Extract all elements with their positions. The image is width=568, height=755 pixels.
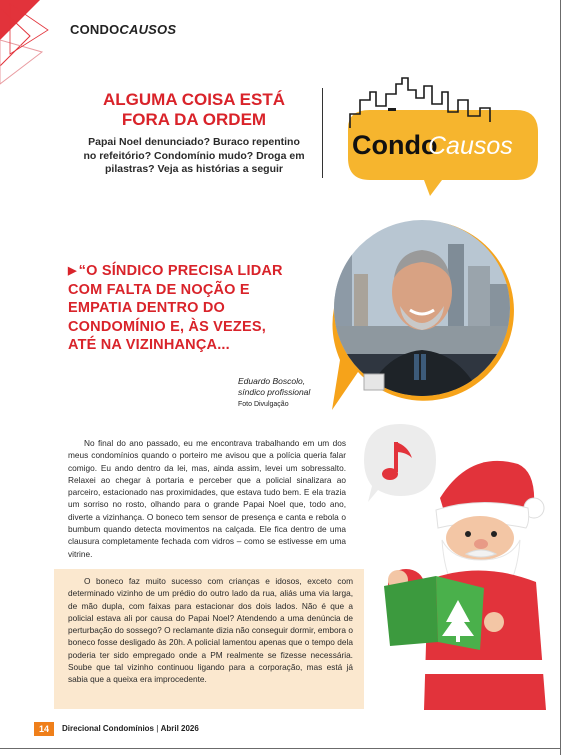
caption-role: síndico profissional — [238, 387, 311, 397]
footer-publication: Direcional Condomínios — [62, 724, 155, 733]
portrait-photo — [318, 214, 518, 414]
pull-quote-text: “O SÍNDICO PRECISA LIDAR COM FALTA DE NOÇÃO E EMPATIA DENTRO DO CONDOMÍNIO E, ÀS VEZES, ATÉ NA VIZINHANÇA... — [68, 263, 283, 354]
footer-separator: | — [156, 724, 159, 733]
divider — [322, 88, 323, 178]
caption-name: Eduardo Boscolo, — [238, 376, 306, 386]
body-paragraph-2: O boneco faz muito sucesso com crianças e idosos, exceto com determinado vizinho de um prédio do outro lado da rua, aliás uma via larga, de mão dupla, com faixas para estacionar dos dois lados. Não é que a policial estava ali por causa do Papai Noel? Atendendo a uma denúncia de perturbação do sossego? O reclamante dizia não conseguir dormir, embora o boneco fosse desligado às 20h. A policial lamentou apenas que o tempo dela poderia ter sido empregado onde a PM realmente se fizesse necessária. Soube que tal vizinho continuou ligando para a corporação, mas está já sabia que a queixa era improcedente. — [68, 576, 353, 685]
photo-caption — [238, 376, 348, 398]
logo-text-condo: Condo — [352, 130, 438, 160]
headline: ALGUMA COISA ESTÁ FORA DA ORDEM — [103, 90, 285, 129]
frame-right — [560, 0, 561, 755]
section-tag-suffix: CAUSOS — [119, 22, 177, 37]
quote-arrow-icon: ▶ — [68, 265, 77, 277]
santa-illustration — [350, 410, 555, 715]
footer-date: Abril 2026 — [160, 724, 199, 733]
photo-credit: Foto Divulgação — [238, 401, 289, 408]
pull-quote — [68, 262, 298, 355]
footer-text — [62, 724, 199, 733]
subhead: Papai Noel denunciado? Buraco repentino no refeitório? Condomínio mudo? Droga em pilastras? Veja as histórias a seguir — [83, 136, 305, 175]
page-number: 14 — [34, 722, 54, 736]
music-note-icon — [364, 424, 436, 502]
body-paragraph-1: No final do ano passado, eu me encontrava trabalhando em um dos meus condomínios quando o porteiro me avisou que a polícia queria falar comigo. Eu ando dentro da lei, mas, ainda assim, levei um sobressalto. Relaxei ao chegar à portaria e perceber que a policial sinalizara ao parceiro, estacionado nas proximidades, que estava tudo bem. E ela trazia um sorriso no rosto, olhando para o grande Papai Noel que, todo ano, diverte a vizinhança. O boneco tem sensor de presença e canta e rebola o bumbum quando detecta movimentos na calçada. Ele fica dentro de uma clausura completamente fechada com vidros – como se estivesse em uma vitrine. — [68, 438, 346, 559]
corner-decoration — [0, 0, 60, 90]
logo-text-causos: Causos — [428, 132, 513, 160]
section-tag — [70, 22, 176, 37]
frame-bottom — [0, 748, 561, 749]
condocausos-logo — [330, 70, 540, 198]
section-tag-prefix: CONDO — [70, 22, 120, 37]
